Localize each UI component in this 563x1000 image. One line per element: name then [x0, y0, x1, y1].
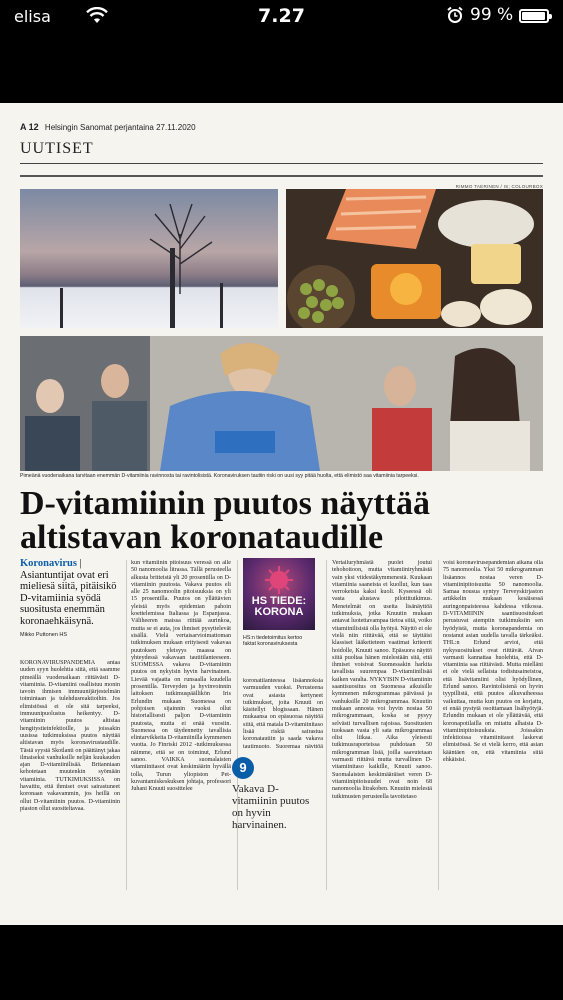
photo-credit: RIMMO TAERINEN / IS; COLOURBOX	[455, 184, 543, 189]
article-column-3: koronatilanteessa lisäannoksia varmuuden vuoksi. Perusteena ovat asiasta kertyneet tutkimukset, joita Knuuti on käsitellyt blogissaan. Hänen mukaansa on epäsuoraa näyttöä siitä, että matala D-vitamiinitaso lisää riskiä sairastua koronatautiin ja saada vakava tautimuoto. Suoremaa näyttöä	[243, 678, 323, 748]
fact-number: 9	[232, 757, 254, 779]
headline-line-2: altistavan koronataudille	[20, 519, 384, 556]
masthead: Helsingin Sanomat perjantaina 27.11.2020	[44, 123, 196, 132]
section-title: UUTISET	[20, 140, 94, 157]
carrier-label: elisa	[14, 7, 51, 26]
newspaper-page[interactable]	[0, 103, 563, 925]
hs-tiede-korona-logo	[243, 558, 315, 630]
article-lede	[20, 558, 120, 627]
page-label: A 12	[20, 122, 39, 132]
section-rule	[20, 163, 543, 164]
status-bar	[0, 0, 563, 32]
battery-percent: 99 %	[470, 5, 514, 25]
winter-landscape-photo	[20, 189, 278, 328]
column-divider	[237, 560, 238, 890]
logo-note: HS:n tiedetoimitus kertoo faktat koronaviruksesta	[243, 635, 303, 648]
page-header	[20, 122, 196, 132]
photo-caption: Pimeänä vuodenaikana tarvitaan enemmän D-vitamiinia ravinnosta tai ravintolisistä. Koronaviruksen tautiin riski on uusi syy pitää huolta, että elimistö saa vitamiinia tarpeeksi.	[20, 473, 419, 479]
article-column-2: kun vitamiinin pitoisuus veressä on alle 50 nanomoolia litrassa. Tällä perusteella alkusta britteistä yli 20 prosentilla on D-vitamiinin puutosta. Vakava puutos eli alle 25 nanomoolin pitoisuuksia on yli 15 prosentilla. Puutos on yllättävien yleistä myös epidemian pahoin koettelemissa Italiassa ja Espanjassa. Väliheeren maissa riittää aurinkoa, mutta se ei auta, jos ihmiset pysyttelevät sisällä. Vielä vertaisarvioimattoman tutkimuksen mukaan erityisesti vakavaa puutoksen yleisyys maassa on yhteydessä vakavaan tautitilanteeseen. SUOMESSA vakava D-vitamiinin puutos on nykyisin hyvin harvinainen. Lievää vajaatta on runsaalla kuudella prosentilla. Terveyden ja hyvinvoinnin laitoksen tutkimuspäällikön Iris Erlundin mukaan Suomessa on pohjoisen sijainnin vuoksi ollut historiallisesti paljon D-vitamiinin puutosta, mutta ei enää vuosiin. Suomessa on täydennetty tavallisia elintarvikkeita D-vitamiinilla kymmenen vuotta. Jo Finriski 2012 -tutkimuksessa näimme, että se on toiminut, Erlund sanoo. VAIKKA suomalaisten vitamiinitasot ovat keskimäärin hyvällä tolla, Turun yliopiston Pet-kuvantamiskeskuksen johtaja, professori Juhani Knuuti suosittelee	[131, 560, 231, 793]
lede-text: | Asiantuntijat ovat eri mieliesä siitä, pitäisikö D-vitamiinia syödä suositusta enemmän koronaehkäisynä.	[20, 558, 117, 627]
article-headline	[20, 487, 543, 555]
fact-heading: Vakava D-vitamiinin puutos on hyvin harvinainen.	[232, 783, 310, 831]
headline-line-1: D-vitamiinin puutos näyttää	[20, 485, 430, 522]
byline: Mikko Puttonen HS	[20, 632, 68, 638]
logo-line-1: HS TIEDE:	[251, 595, 307, 607]
logo-line-2: KORONA	[254, 606, 304, 618]
lede-keyword: Koronavirus	[20, 558, 77, 569]
vaccination-clinic-photo	[20, 336, 543, 471]
article-column-4: Vertailuryhmästä puolet joutui tehohoitoon, mutta vitamiiniryhmästä vain yksi viidestäkymmenestä. Kuukaan vitamiinia saaneista ei kuollut, kun taas verrokeista kaksi kuoli. Kyseessä oli vasta alustava pilottitutkimus. Menetelmät on useita lisänäyttöä tutkimuksia, jotka Knuutin mukaan antavat luotettavampaa tietoa siitä, voiko vitamiinilisistä olla hyötyä. Näyttö ei ole vielä niin riittävää, että se täyttäisi klassiset lääketieteen vaatimat kriteerit hoidolle, Knuuti sanoo. Epäsuora näyttö siitä puoltaa hänen mielestään sitä, että ihmiset voisivat Suomessakin harkita tavallista suurempaa D-vitamiinilisää kaiken varalta. NYKYISIN D-vitamiinin saantisuositus on Suomessa aikuisille kymmenen mikrogrammaa päivässä ja vanhuksille 20 mikrogrammaa. Knuutin mukaan annosta voi hyvin nostaa 50 mikrogrammaan, koska se pysyy selvästi turvallisen rajoissa. Suositusten tuoksaan vasta yli sata mikrogrammaa olisi liikaa. Aika yleisesti tutkimusraporteissa puhdotaan 50 mikrogramman lisiä, joilla saavutetaan varmasti riittävä mutta turvallinen D-vitamiinitaso kaikille, Knuuti sanoo. Suomalaisten keskimääräiset veren D-vitamiinipitoisuudet ovat noin 68 nanomoolia litrakoben. Knuutin mielestä tutkimusten perusteella tavoitetaso	[332, 560, 432, 800]
column-divider	[326, 560, 327, 890]
column-divider	[438, 560, 439, 890]
vitamin-d-food-photo	[286, 189, 543, 328]
top-rule	[20, 175, 543, 177]
article-column-1: KORONAVIRUSPANDEMIA antaa uuden syyn huolehtia siitä, että saamme pimeällä vuodenaikaan riittävästi D-vitamiinia. D-vitamiini osallistuu monin tavoin ihmisen immuunijärjestelmän toimintaan ja tulehdusreaktioihin. Jos elimistössä ei ole sitä tarpeeksi, immuunipuolustus heikentyy. D-vitamiinin puutos altistaa hengitystieinfektioille, ja joissakin uusissa tutkimuksissa puutos näyttää altistavan myös koronavirustaudille. Tästä syystä Skotlanti on päättänyt jakaa ilmaiseksi vanhuksille neljän kuukauden ajan D-vitamiinilisää. Britanniaan kehotetaan muutenkin syömään vitamiinia. TUTKIMUKSISSA on havaittu, että ihmiset ovat sairastuneet koronaan vakavammin, jos heillä on ollut D-vitamiinin puutos. D-vitamiinin piaston ollut suositeltavaa.	[20, 660, 120, 812]
alarm-icon	[446, 6, 464, 28]
battery-icon	[519, 9, 549, 23]
column-divider	[126, 560, 127, 890]
article-column-5: voisi koronavirusepandemian aikana olla 75 nanomoolia. Yksi 50 mikrogramman lisäannos nostaa veren D-vitamiinipitoisuutta 50 nanomoolia. Samaa nousua syntyy Terveyskirjaston artikkelin mukaan kesäisessä auringonpaisteessa kahdessa viikossa. D-VITAMIININ saantisuositukset perustuvat aiempiin tutkimuksiin sen hyödyistä, mutta koronapandemia on nostanut asian uudella tavalla tärkeäksi. THL:n Erlund arvioi, että nykysuositukset ovat riittävät. Aivan varmasti kannattaa huolehtia, että D-vitamiinia saa riittävästi. Mutta mielläni ei ole vielä sellaista todistusaineistoa, että lisävitamiini olisi hyödyllinen, Erlund sanoo. Ravintolisienä on hyvin tyypillistä, että puutos alkuvaiheessa vaikuttaa, mutta kun puutos on korjattu, ei enää pystytä osoittamaan lisähyötyjä. Erlundin mukaan ei ole yllättävää, että koronapotilailla on mitattu alhaisia D-vitamiinipitoisuuksia. Joissakin infektioissa vitamiinitasot laskevat elimistössä. Se ei vielä kerro, että asian kääntäen on, että vitamiinia siitä ehkäisisi.	[443, 560, 543, 764]
clock: 7.27	[258, 5, 305, 27]
